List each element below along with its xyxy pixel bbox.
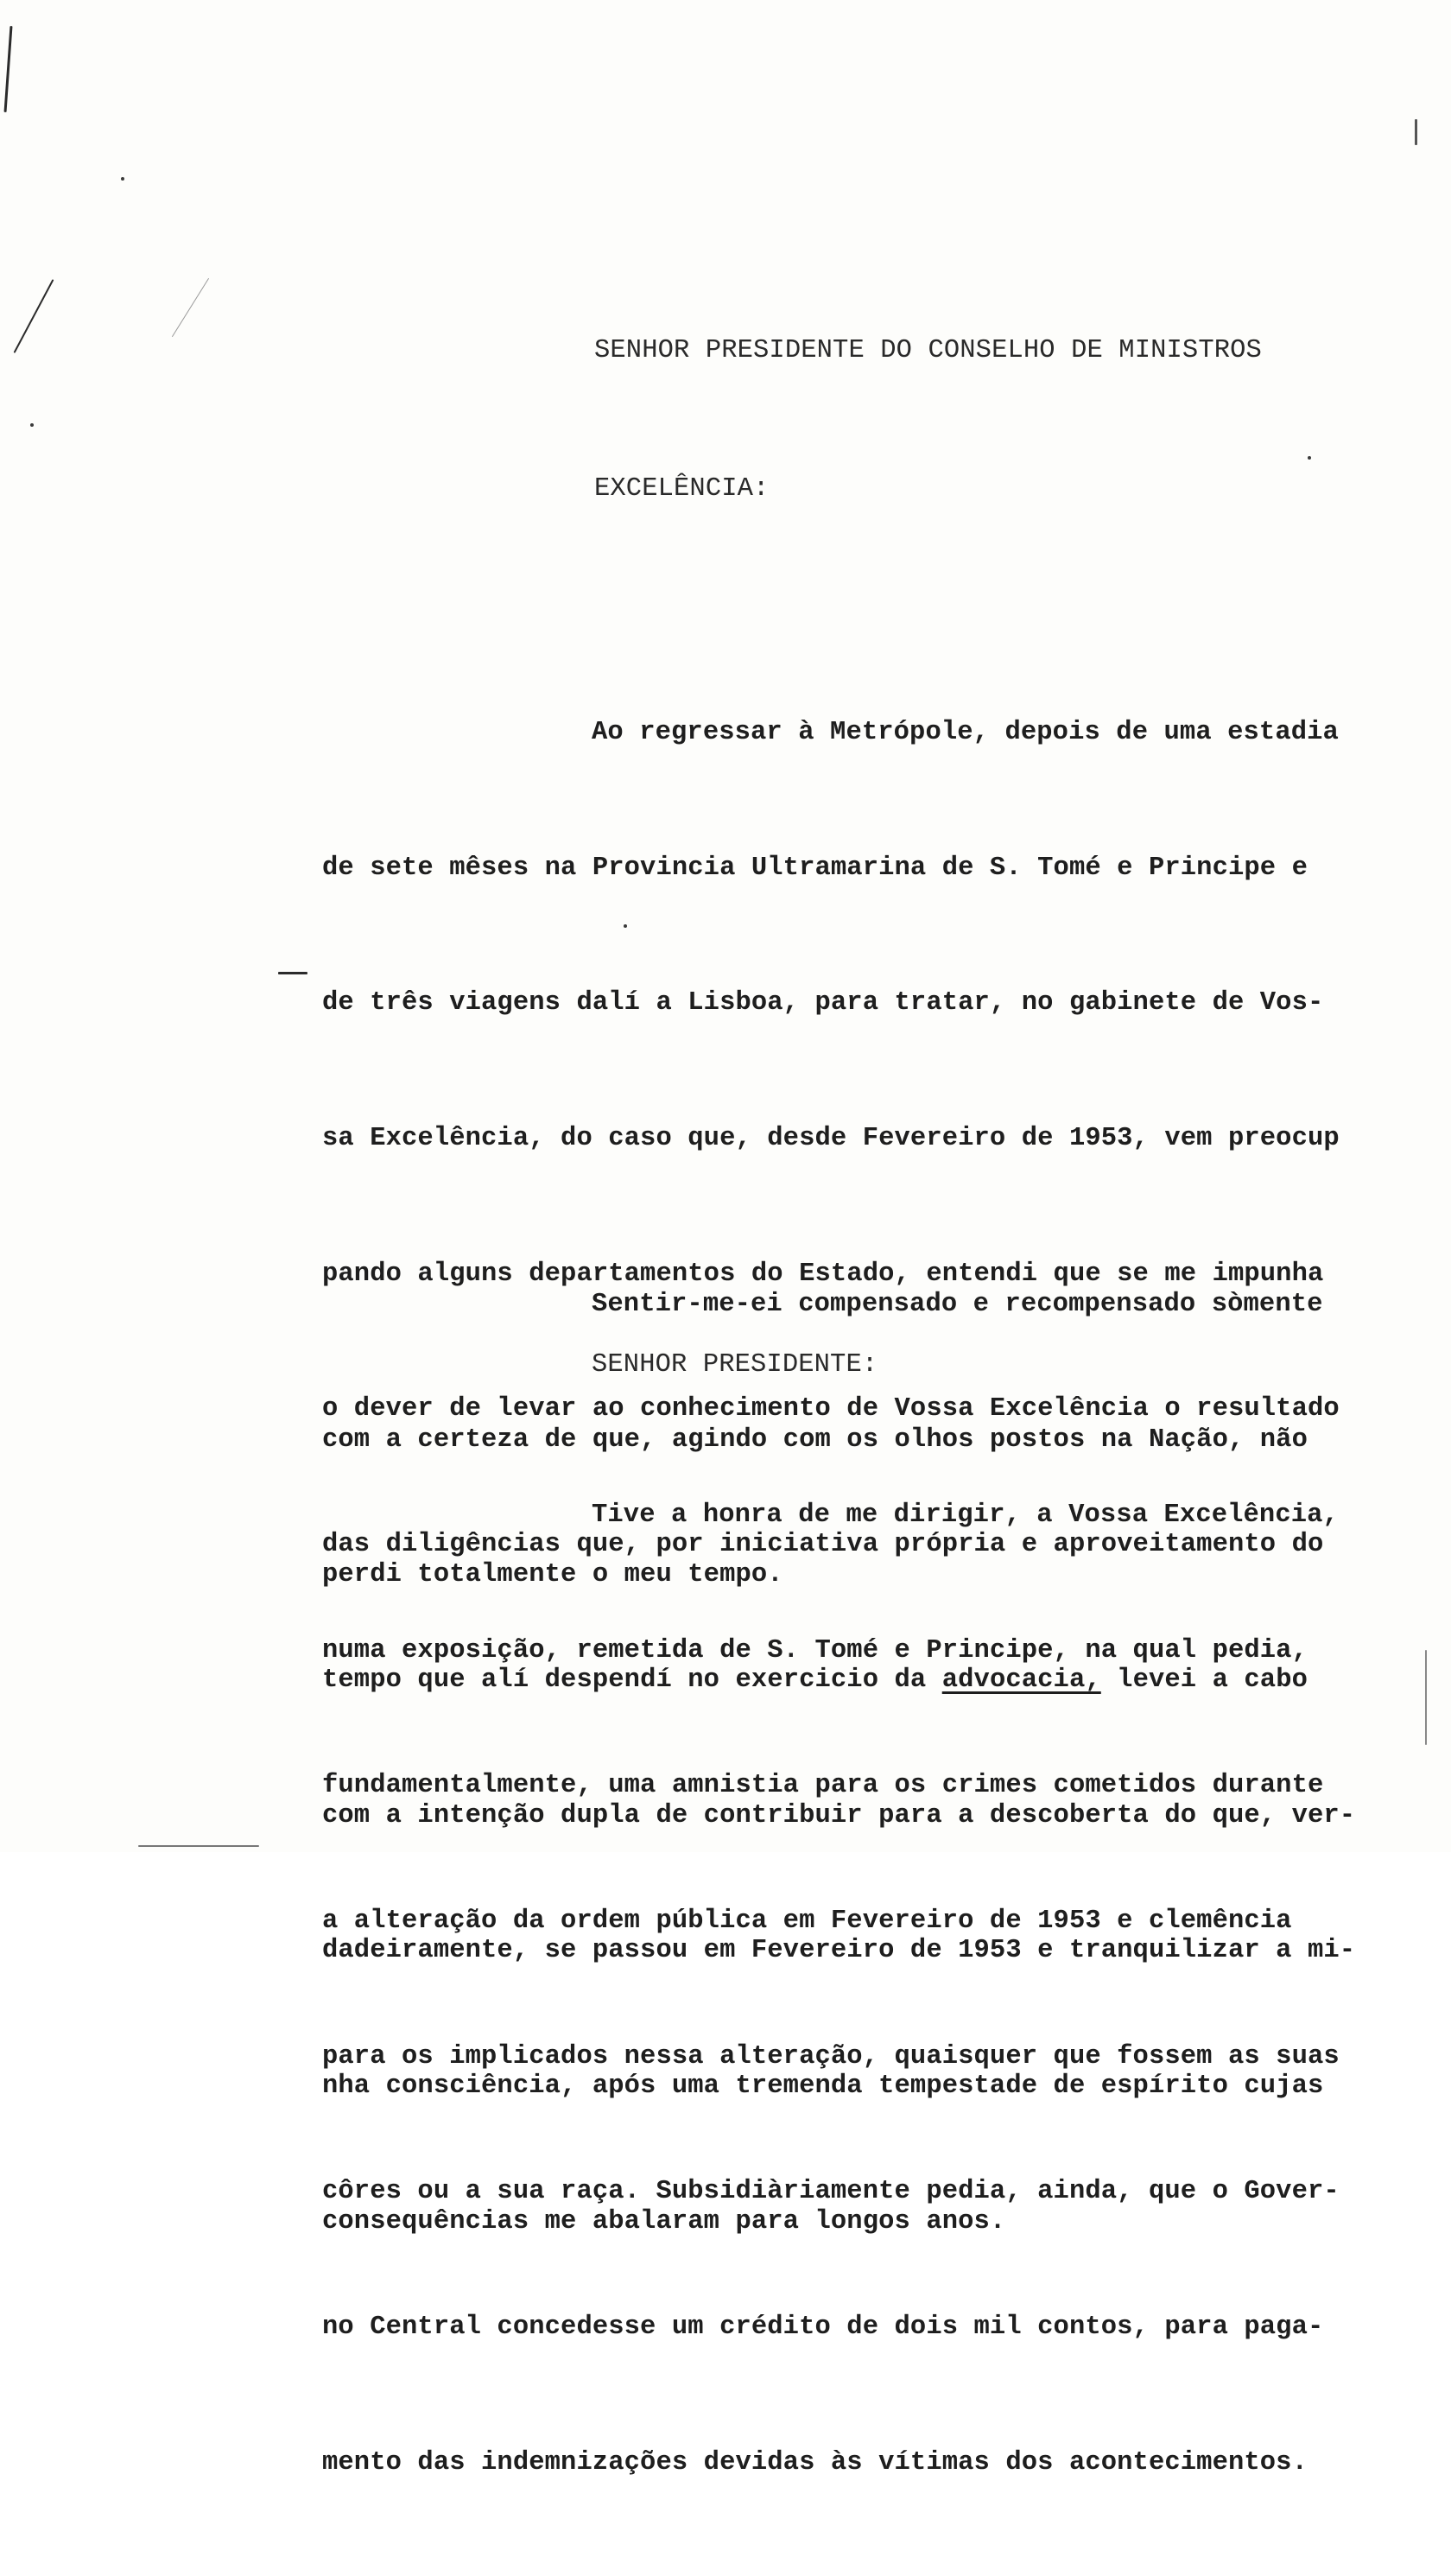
margin-stroke-left (14, 279, 54, 353)
paragraph-line: côres ou a sua raça. Subsidiàriamente pedia, ainda, que o Gover- (322, 2177, 1340, 2207)
bottom-edge-mark (138, 1845, 259, 1847)
underlined-word: advocacia, (941, 1665, 1101, 1695)
paragraph-line: de sete mêses na Provincia Ultramarina de S. Tomé e Principe e (322, 853, 1308, 883)
margin-stroke-faint (172, 278, 209, 337)
salutation-2: SENHOR PRESIDENTE: (592, 1350, 878, 1380)
paragraph-line: a alteração da ordem pública em Fevereiro de 1953 e clemência (322, 1907, 1292, 1937)
paragraph-line: nha consciência, após uma tremenda tempestade de espírito cujas (322, 2071, 1324, 2101)
text-fragment: que alí despendí no exercicio da (417, 1665, 927, 1695)
corner-mark-top-right (1415, 119, 1417, 145)
paragraph-line: com a certeza de que, agindo com os olhos postos na Nação, não (322, 1424, 1308, 1455)
paragraph-line: numa exposição, remetida de S. Tomé e Principe, na qual pedia, (322, 1635, 1308, 1666)
paragraph-line: de três viagens dalí a Lisboa, para tratar, no gabinete de Vos- (322, 988, 1324, 1018)
word: tempo (322, 1665, 402, 1695)
paragraph-line: dadeiramente, se passou em Fevereiro de 1953 e tranquilizar a mi- (322, 1936, 1356, 1966)
text-fragment: levei a cabo (1117, 1665, 1308, 1695)
paragraph-line: Sentir-me-ei compensado e recompensado sòmente (592, 1290, 1323, 1319)
paragraph-line: para os implicados nessa alteração, quaisquer que fossem as suas (322, 2041, 1340, 2072)
margin-stroke-top (4, 26, 13, 112)
paragraph-line: consequências me abalaram para longos anos. (322, 2206, 1006, 2237)
paragraph-line: fundamentalmente, uma amnistia para os crimes cometidos durante (322, 1771, 1324, 1801)
paragraph-line: com a intenção dupla de contribuir para a descoberta do que, ver- (322, 1800, 1356, 1830)
paragraph-line: pando alguns departamentos do Estado, entendi que se me impunha (322, 1259, 1324, 1289)
paragraph-line: sa Excelência, do caso que, desde Fevereiro de 1953, vem preocup (322, 1124, 1340, 1154)
right-edge-mark (1425, 1650, 1427, 1745)
paragraph-line: no Central concedesse um crédito de dois mil contos, para paga- (322, 2313, 1324, 2343)
paragraph-line: perdi totalmente o meu tempo. (322, 1560, 783, 1590)
paragraph-line: mento das indemnizações devidas às vítimas dos acontecimentos. (322, 2447, 1308, 2478)
speck (121, 177, 124, 181)
salutation-heading: EXCELÊNCIA: (594, 474, 770, 504)
paragraph-line: o dever de levar ao conhecimento de Vossa Excelência o resultado (322, 1394, 1340, 1424)
speck (1308, 456, 1311, 460)
paragraph-line: das diligências que, por iniciativa própria e aproveitamento do (322, 1530, 1324, 1560)
speck (30, 423, 34, 427)
margin-arrow (278, 972, 307, 974)
paragraph-line: Tive a honra de me dirigir, a Vossa Excelência, (592, 1501, 1339, 1530)
paragraph-line: Ao regressar à Metrópole, depois de uma estadia (592, 718, 1339, 747)
paragraph-3 (322, 1403, 1340, 2576)
addressee-heading: SENHOR PRESIDENTE DO CONSELHO DE MINISTROS (594, 336, 1262, 365)
